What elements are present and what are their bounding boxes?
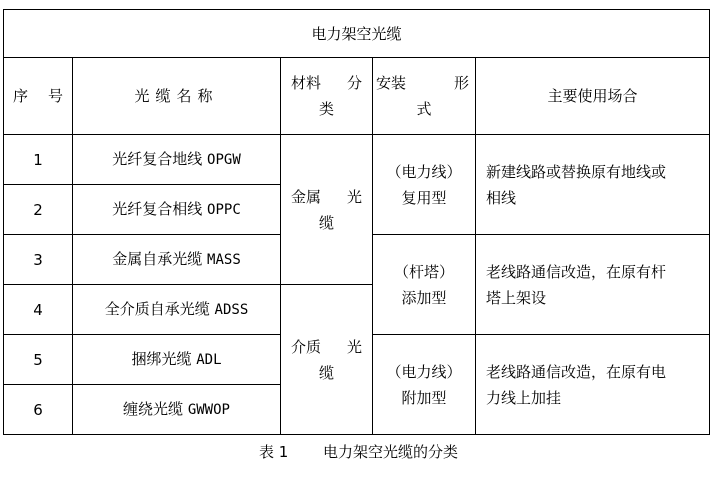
header-seq-b: 号 — [47, 87, 63, 105]
row-number: 1 — [4, 135, 73, 185]
install-type: （电力线） 附加型 — [373, 335, 476, 435]
cable-name: 捆绑光缆 ADL — [73, 335, 281, 385]
cable-name: 光纤复合地线 OPGW — [73, 135, 281, 185]
cable-name: 缠绕光缆 GWWOP — [73, 385, 281, 435]
cable-name: 全介质自承光缆 ADSS — [73, 285, 281, 335]
caption-text: 电力架空光缆的分类 — [323, 443, 459, 461]
row-number: 5 — [4, 335, 73, 385]
cable-name: 金属自承光缆 MASS — [73, 235, 281, 285]
row-number: 4 — [4, 285, 73, 335]
usage-cell: 新建线路或替换原有地线或 相线 — [476, 135, 710, 235]
header-name: 光缆名称 — [73, 58, 281, 135]
row-number: 2 — [4, 185, 73, 235]
install-type: （电力线） 复用型 — [373, 135, 476, 235]
header-seq — [4, 58, 73, 135]
header-usage: 主要使用场合 — [476, 58, 710, 135]
row-number: 6 — [4, 385, 73, 435]
cable-classification-table — [3, 9, 710, 435]
material-metal: 金属 光 缆 — [281, 135, 373, 285]
table-title: 电力架空光缆 — [4, 10, 710, 58]
header-seq-a: 序 — [13, 87, 29, 105]
header-material: 材料 分 类 — [281, 58, 373, 135]
cable-name: 光纤复合相线 OPPC — [73, 185, 281, 235]
material-dielectric: 介质 光 缆 — [281, 285, 373, 435]
table-caption — [0, 441, 717, 462]
install-type: （杆塔） 添加型 — [373, 235, 476, 335]
row-number: 3 — [4, 235, 73, 285]
usage-cell: 老线路通信改造，在原有杆 塔上架设 — [476, 235, 710, 335]
usage-cell: 老线路通信改造，在原有电 力线上加挂 — [476, 335, 710, 435]
caption-number: 表 1 — [258, 443, 289, 461]
header-install: 安装 形 式 — [373, 58, 476, 135]
header-row — [4, 58, 710, 135]
table-row — [4, 135, 710, 185]
